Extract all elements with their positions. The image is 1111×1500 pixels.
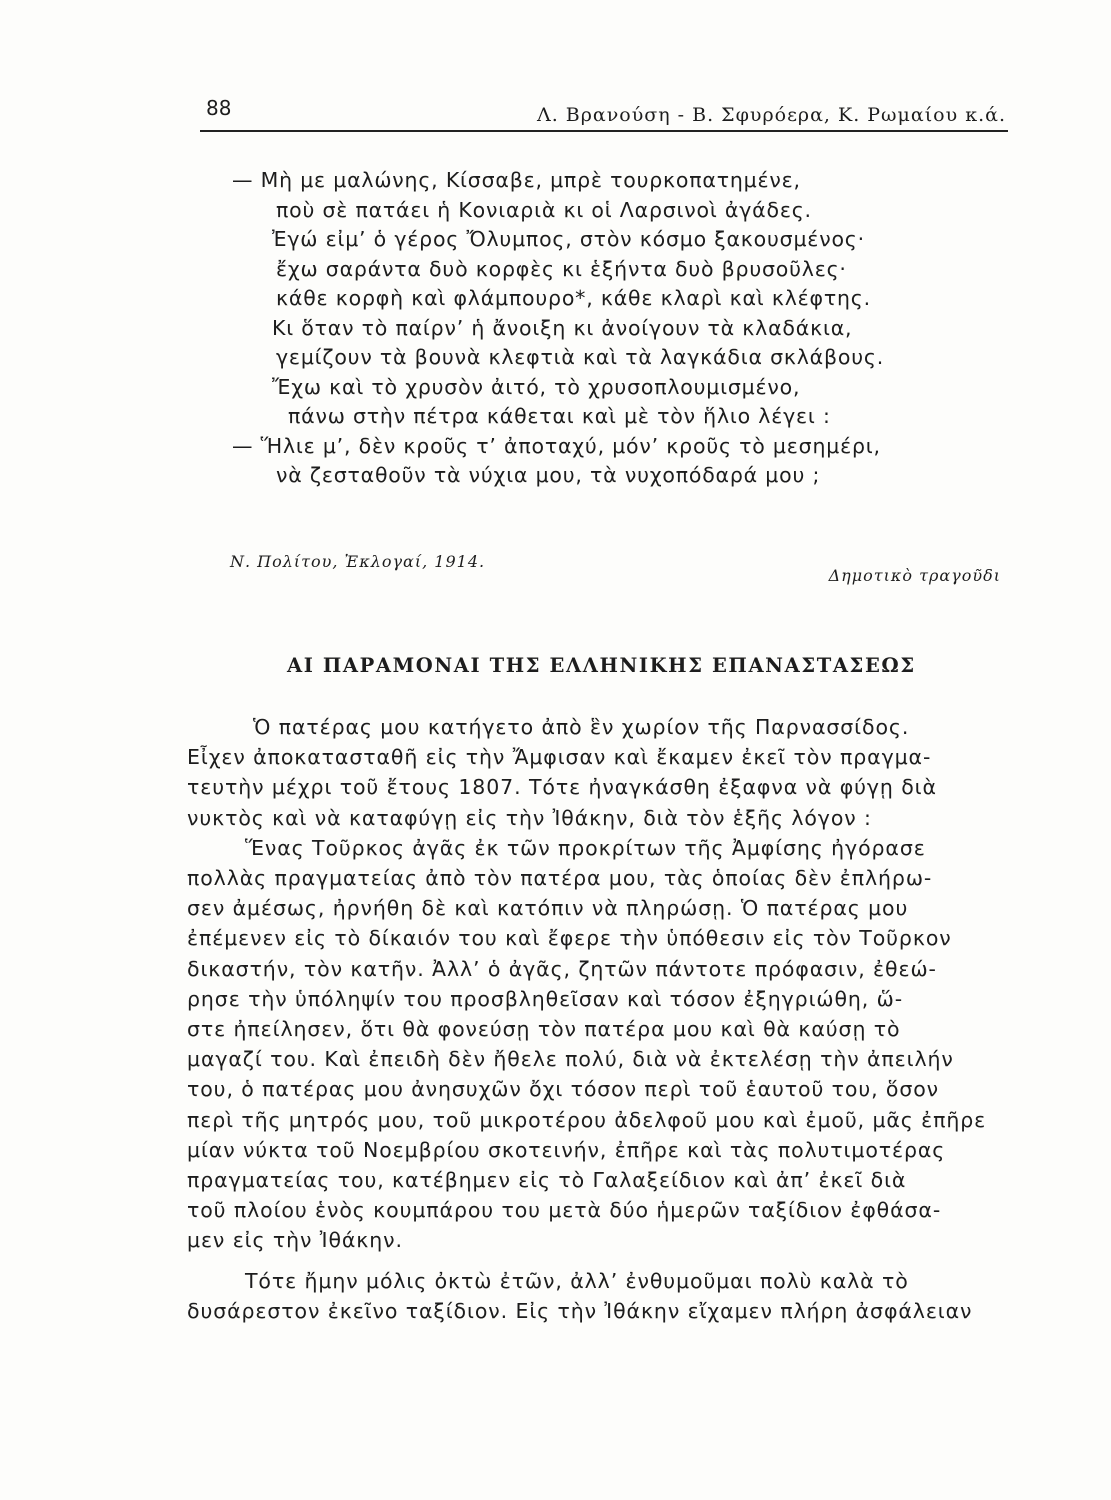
prose-line: δικαστήν, τὸν κατῆν. Ἀλλ’ ὁ ἀγᾶς, ζητῶν πάντοτε πρόφασιν, ἐθεώ- <box>187 956 937 981</box>
poem-line: Ἐγώ εἰμ’ ὁ γέρος Ὄλυμπος, στὸν κόσμο ξακουσμένος· <box>272 227 865 251</box>
prose-line: μαγαζί του. Καὶ ἐπειδὴ δὲν ἤθελε πολύ, διὰ νὰ ἐκτελέσῃ τὴν ἀπειλήν <box>187 1047 954 1072</box>
poem-line: — Μὴ με μαλώνης, Κίσσαβε, μπρὲ τουρκοπατημένε, <box>232 168 801 192</box>
poem-line: ποὺ σὲ πατάει ἡ Κονιαριὰ κι οἱ Λαρσινοὶ ἀγάδες. <box>276 197 812 222</box>
poem <box>232 166 992 491</box>
prose-line: πραγματείας του, κατέβημεν εἰς τὸ Γαλαξείδιον καὶ ἀπ’ ἐκεῖ διὰ <box>187 1168 907 1193</box>
section-title: ΑΙ ΠΑΡΑΜΟΝΑΙ ΤΗΣ ΕΛΛΗΝΙΚΗΣ ΕΠΑΝΑΣΤΑΣΕΩΣ <box>287 654 916 677</box>
prose-line: μίαν νύκτα τοῦ Νοεμβρίου σκοτεινήν, ἐπῆρε καὶ τὰς πολυτιμοτέρας <box>187 1137 946 1162</box>
poem-line: κάθε κορφὴ καὶ φλάμπουρο*, κάθε κλαρὶ καὶ κλέφτης. <box>276 286 871 310</box>
poem-line: — Ἥλιε μ’, δὲν κροῦς τ’ ἀποταχύ, μόν’ κροῦς τὸ μεσημέρι, <box>232 433 881 458</box>
running-head: Λ. Βρανούση - Β. Σφυρόερα, Κ. Ρωμαίου κ.ά. <box>536 104 1006 126</box>
prose-line: νυκτὸς καὶ νὰ καταφύγῃ εἰς τὴν Ἰθάκην, διὰ τὸν ἑξῆς λόγον : <box>187 805 872 830</box>
poem-source: Ν. Πολίτου, Ἐκλογαί, 1914. <box>230 552 486 571</box>
poem-line: Ἔχω καὶ τὸ χρυσὸν ἀιτό, τὸ χρυσοπλουμισμένο, <box>272 374 801 399</box>
prose-line: μεν εἰς τὴν Ἰθάκην. <box>187 1228 403 1253</box>
poem-line: Κι ὅταν τὸ παίρν’ ἡ ἄνοιξη κι ἀνοίγουν τὰ κλαδάκια, <box>272 315 853 340</box>
poem-line: ἔχω σαράντα δυὸ κορφὲς κι ἑξήντα δυὸ βρυσοῦλες· <box>276 256 847 281</box>
poem-line: πάνω στὴν πέτρα κάθεται καὶ μὲ τὸν ἥλιο λέγει : <box>288 404 831 428</box>
prose-line: Ὁ πατέρας μου κατήγετο ἀπὸ ἓν χωρίον τῆς Παρνασσίδος. <box>253 715 910 739</box>
prose-line: τευτὴν μέχρι τοῦ ἔτους 1807. Τότε ἠναγκάσθη ἐξαφνα νὰ φύγῃ διὰ <box>187 775 937 800</box>
prose-line: δυσάρεστον ἐκεῖνο ταξίδιον. Εἰς τὴν Ἰθάκην εἴχαμεν πλήρη ἀσφάλειαν <box>187 1298 973 1323</box>
prose-line: του, ὁ πατέρας μου ἀνησυχῶν ὄχι τόσον περὶ τοῦ ἑαυτοῦ του, ὅσον <box>187 1077 940 1102</box>
prose-line: σεν ἀμέσως, ἠρνήθη δὲ καὶ κατόπιν νὰ πληρώσῃ. Ὁ πατέρας μου <box>187 896 909 921</box>
prose-line: Τότε ἤμην μόλις ὀκτὼ ἐτῶν, ἀλλ’ ἐνθυμοῦμαι πολὺ καλὰ τὸ <box>245 1268 909 1293</box>
prose-line: περὶ τῆς μητρός μου, τοῦ μικροτέρου ἀδελφοῦ μου καὶ ἐμοῦ, μᾶς ἐπῆρε <box>187 1107 987 1132</box>
prose-line: στε ἠπείλησεν, ὅτι θὰ φονεύσῃ τὸν πατέρα μου καὶ θὰ καύσῃ τὸ <box>187 1017 901 1042</box>
prose-line: Εἶχεν ἀποκατασταθῆ εἰς τὴν Ἄμφισαν καὶ ἔκαμεν ἐκεῖ τὸν πραγμα- <box>187 745 932 770</box>
prose-line: Ἕνας Τοῦρκος ἀγᾶς ἐκ τῶν προκρίτων τῆς Ἀμφίσης ἠγόρασε <box>245 835 926 860</box>
prose-line: πολλὰς πραγματείας ἀπὸ τὸν πατέρα μου, τὰς ὁποίας δὲν ἐπλήρω- <box>187 866 933 891</box>
poem-line: γεμίζουν τὰ βουνὰ κλεφτιὰ καὶ τὰ λαγκάδια σκλάβους. <box>276 345 885 369</box>
prose-line: ἐπέμενεν εἰς τὸ δίκαιόν του καὶ ἔφερε τὴν ὑπόθεσιν εἰς τὸν Τοῦρκον <box>187 926 952 951</box>
prose-line: τοῦ πλοίου ἑνὸς κουμπάρου του μετὰ δύο ἡμερῶν ταξίδιον ἐφθάσα- <box>187 1198 942 1223</box>
poem-line: νὰ ζεσταθοῦν τὰ νύχια μου, τὰ νυχοπόδαρά μου ; <box>276 463 821 487</box>
page-header <box>200 90 1008 132</box>
prose-line: ρησε τὴν ὑπόληψίν του προσβληθεῖσαν καὶ τόσον ἐξηγριώθη, ὥ- <box>187 986 904 1011</box>
prose-body <box>187 712 997 1326</box>
poem-genre: Δημοτικὸ τραγοῦδι <box>828 566 1001 585</box>
page-number: 88 <box>206 96 232 120</box>
